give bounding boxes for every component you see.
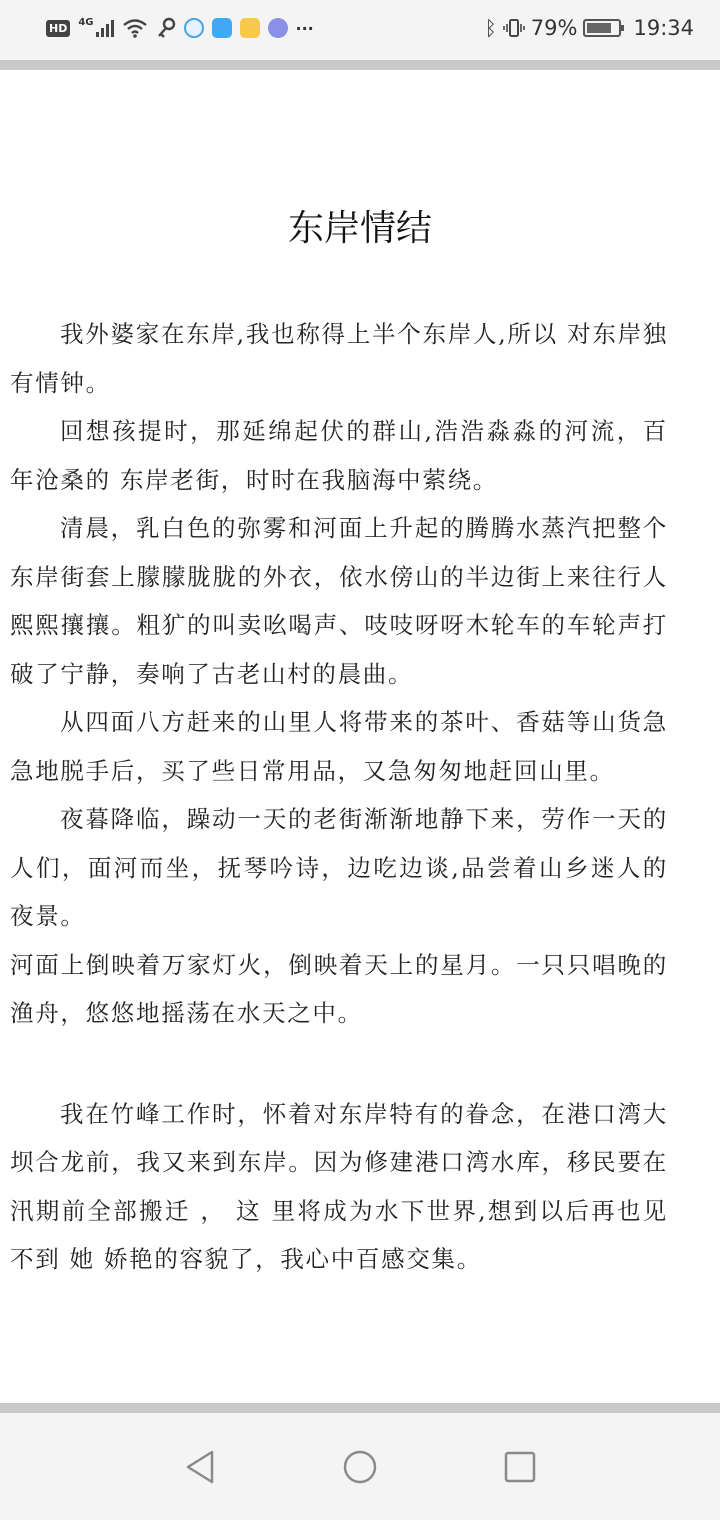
battery-percent: 79%: [530, 16, 578, 40]
key-icon: [156, 17, 176, 39]
navigation-bar: [0, 1413, 720, 1520]
home-button[interactable]: [336, 1443, 384, 1491]
notes-app-icon: [240, 18, 260, 38]
article-paragraph: 夜暮降临，躁动一天的老街渐渐地静下来，劳作一天的人们，面河而坐，抚琴吟诗，边吃边谈,品尝着山乡迷人的夜景。: [10, 805, 668, 930]
top-divider: [0, 60, 720, 70]
article-paragraph: 从四面八方赶来的山里人将带来的茶叶、香菇等山货急急地脱手后，买了些日常用品，又急匆匆地赶回山里。: [10, 708, 668, 785]
article-title: 东岸情结: [287, 208, 432, 249]
article-paragraph: 回想孩提时，那延绵起伏的群山,浩浩淼淼的河流，百年沧桑的 东岸老街，时时在我脑海中萦绕。: [10, 417, 668, 494]
hd-icon: HD: [46, 20, 70, 37]
status-right-icons: [485, 0, 694, 56]
article-paragraph: 清晨，乳白色的弥雾和河面上升起的腾腾水蒸汽把整个东岸街套上朦朦胧胧的外衣，依水傍山的半边街上来往行人熙熙攘攘。粗犷的叫卖吆喝声、吱吱呀呀木轮车的车轮声打破了宁静，奏响了古老山村的晨曲。: [10, 514, 668, 688]
back-triangle-icon: [176, 1443, 224, 1491]
recents-square-icon: [496, 1443, 544, 1491]
article-view[interactable]: [0, 70, 720, 1403]
status-left-icons: [46, 0, 314, 56]
article-paragraph: 我在竹峰工作时，怀着对东岸特有的眷念，在港口湾大坝合龙前，我又来到东岸。因为修建港口湾水库，移民要在汛期前全部搬迁 ， 这 里将成为水下世界,想到以后再也见不到 她 娇艳的容貌了，我心中百感交集。: [10, 1099, 668, 1273]
signal-icon: [96, 19, 114, 37]
paragraph-gap: [10, 1038, 668, 1090]
browser-app-icon: [184, 18, 204, 38]
status-bar: [0, 0, 720, 60]
vibrate-icon: [503, 17, 525, 39]
home-circle-icon: [336, 1443, 384, 1491]
article-paragraph: 河面上倒映着万家灯火，倒映着天上的星月。一只只唱晚的渔舟，悠悠地摇荡在水天之中。: [10, 950, 668, 1027]
bluetooth-icon: ᛒ: [484, 16, 497, 40]
more-notifications-icon: ···: [295, 18, 314, 38]
bottom-divider: [0, 1403, 720, 1413]
back-button[interactable]: [176, 1443, 224, 1491]
article-body: [10, 310, 668, 1284]
recents-button[interactable]: [496, 1443, 544, 1491]
wifi-icon: [122, 18, 148, 38]
music-app-icon: [268, 18, 288, 38]
battery-icon: [583, 19, 621, 37]
network-type-label: 4G: [78, 16, 94, 28]
article-paragraph: 我外婆家在东岸,我也称得上半个东岸人,所以 对东岸独有情钟。: [10, 320, 668, 397]
weather-app-icon: [212, 18, 232, 38]
clock: 19:34: [633, 16, 694, 40]
